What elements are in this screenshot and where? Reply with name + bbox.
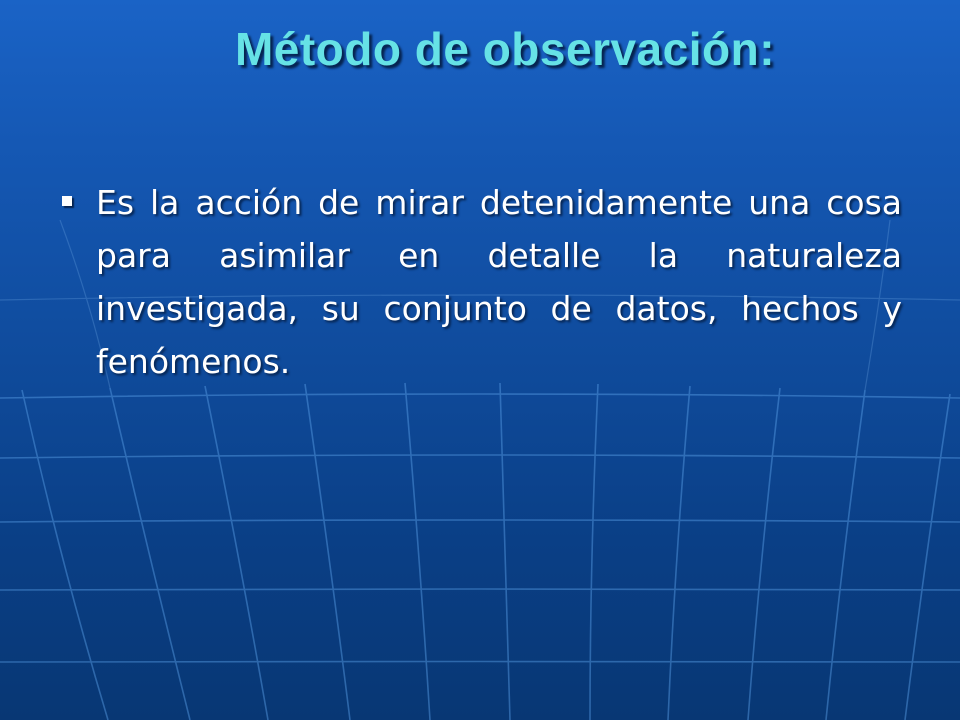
slide-title: Método de observación: xyxy=(234,23,776,75)
square-bullet-icon xyxy=(62,196,72,206)
bullet-item xyxy=(60,176,902,388)
bullet-list xyxy=(60,176,902,388)
bullet-text: Es la acción de mirar detenidamente una cosa para asimilar en detalle la naturaleza investigada, su conjunto de datos, hechos y fenómenos. xyxy=(96,183,902,381)
